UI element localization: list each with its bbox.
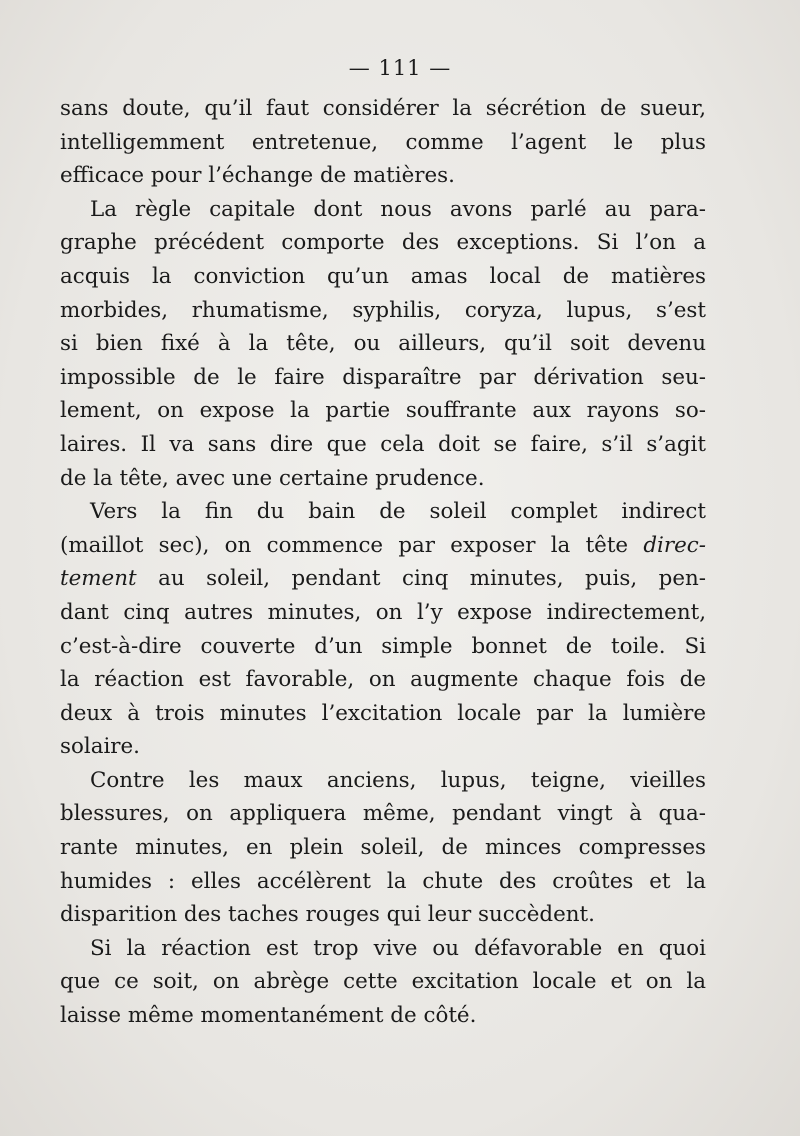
- text-line: sans doute, qu’il faut considérer la sécrétion de sueur,: [60, 96, 706, 121]
- text-line: de la tête, avec une certaine prudence.: [60, 465, 485, 491]
- text-line: intelligemment entretenue, comme l’agent le plus: [60, 129, 706, 155]
- text-line: humides : elles accélèrent la chute des croûtes et la: [60, 868, 706, 894]
- text-line-mixed: [60, 562, 706, 596]
- text-line: dant cinq autres minutes, on l’y expose indirectement,: [60, 599, 706, 625]
- text-line: Si la réaction est trop vive ou défavorable en quoi: [90, 935, 706, 961]
- body-text: [60, 92, 706, 1033]
- text-line: que ce soit, on abrège cette excitation locale et on la: [60, 969, 706, 995]
- text-line: morbides, rhumatisme, syphilis, coryza, lupus, s’est: [60, 297, 706, 323]
- text-line: laisse même momentanément de côté.: [60, 1003, 477, 1029]
- text-line: La règle capitale dont nous avons parlé au para-: [90, 196, 706, 222]
- text-line: impossible de le faire disparaître par dérivation seu-: [60, 364, 706, 390]
- page-number: — 111 —: [348, 56, 452, 80]
- text-line: la réaction est favorable, on augmente chaque fois de: [60, 667, 706, 693]
- text-line: graphe précédent comporte des exceptions. Si l’on a: [60, 230, 706, 256]
- text-line: rante minutes, en plein soleil, de minces compresses: [60, 835, 706, 861]
- text-line: lement, on expose la partie souffrante aux rayons so-: [60, 398, 706, 424]
- text-line: efficace pour l’échange de matières.: [60, 163, 455, 189]
- text-line: solaire.: [60, 734, 140, 760]
- text-line: Vers la fin du bain de soleil complet indirect: [90, 499, 706, 525]
- text-line: deux à trois minutes l’excitation locale par la lumière: [60, 700, 706, 726]
- italic-word: tement: [60, 566, 137, 592]
- text-line: acquis la conviction qu’un amas local de matières: [60, 263, 706, 289]
- text-line-mixed: [60, 529, 706, 563]
- text-line: Contre les maux anciens, lupus, teigne, vieilles: [90, 767, 706, 793]
- text-line: si bien fixé à la tête, ou ailleurs, qu’il soit devenu: [60, 331, 706, 357]
- text-line: laires. Il va sans dire que cela doit se faire, s’il s’agit: [60, 431, 706, 457]
- text-line: blessures, on appliquera même, pendant vingt à qua-: [60, 801, 706, 827]
- italic-word: direc-: [643, 532, 706, 558]
- text-segment: au soleil, pendant cinq minutes, puis, pen-: [136, 566, 706, 592]
- text-line: disparition des taches rouges qui leur succèdent.: [60, 902, 595, 928]
- text-segment: (maillot sec), on commence par exposer la tête: [60, 532, 644, 558]
- text-line: c’est-à-dire couverte d’un simple bonnet de toile. Si: [60, 633, 706, 659]
